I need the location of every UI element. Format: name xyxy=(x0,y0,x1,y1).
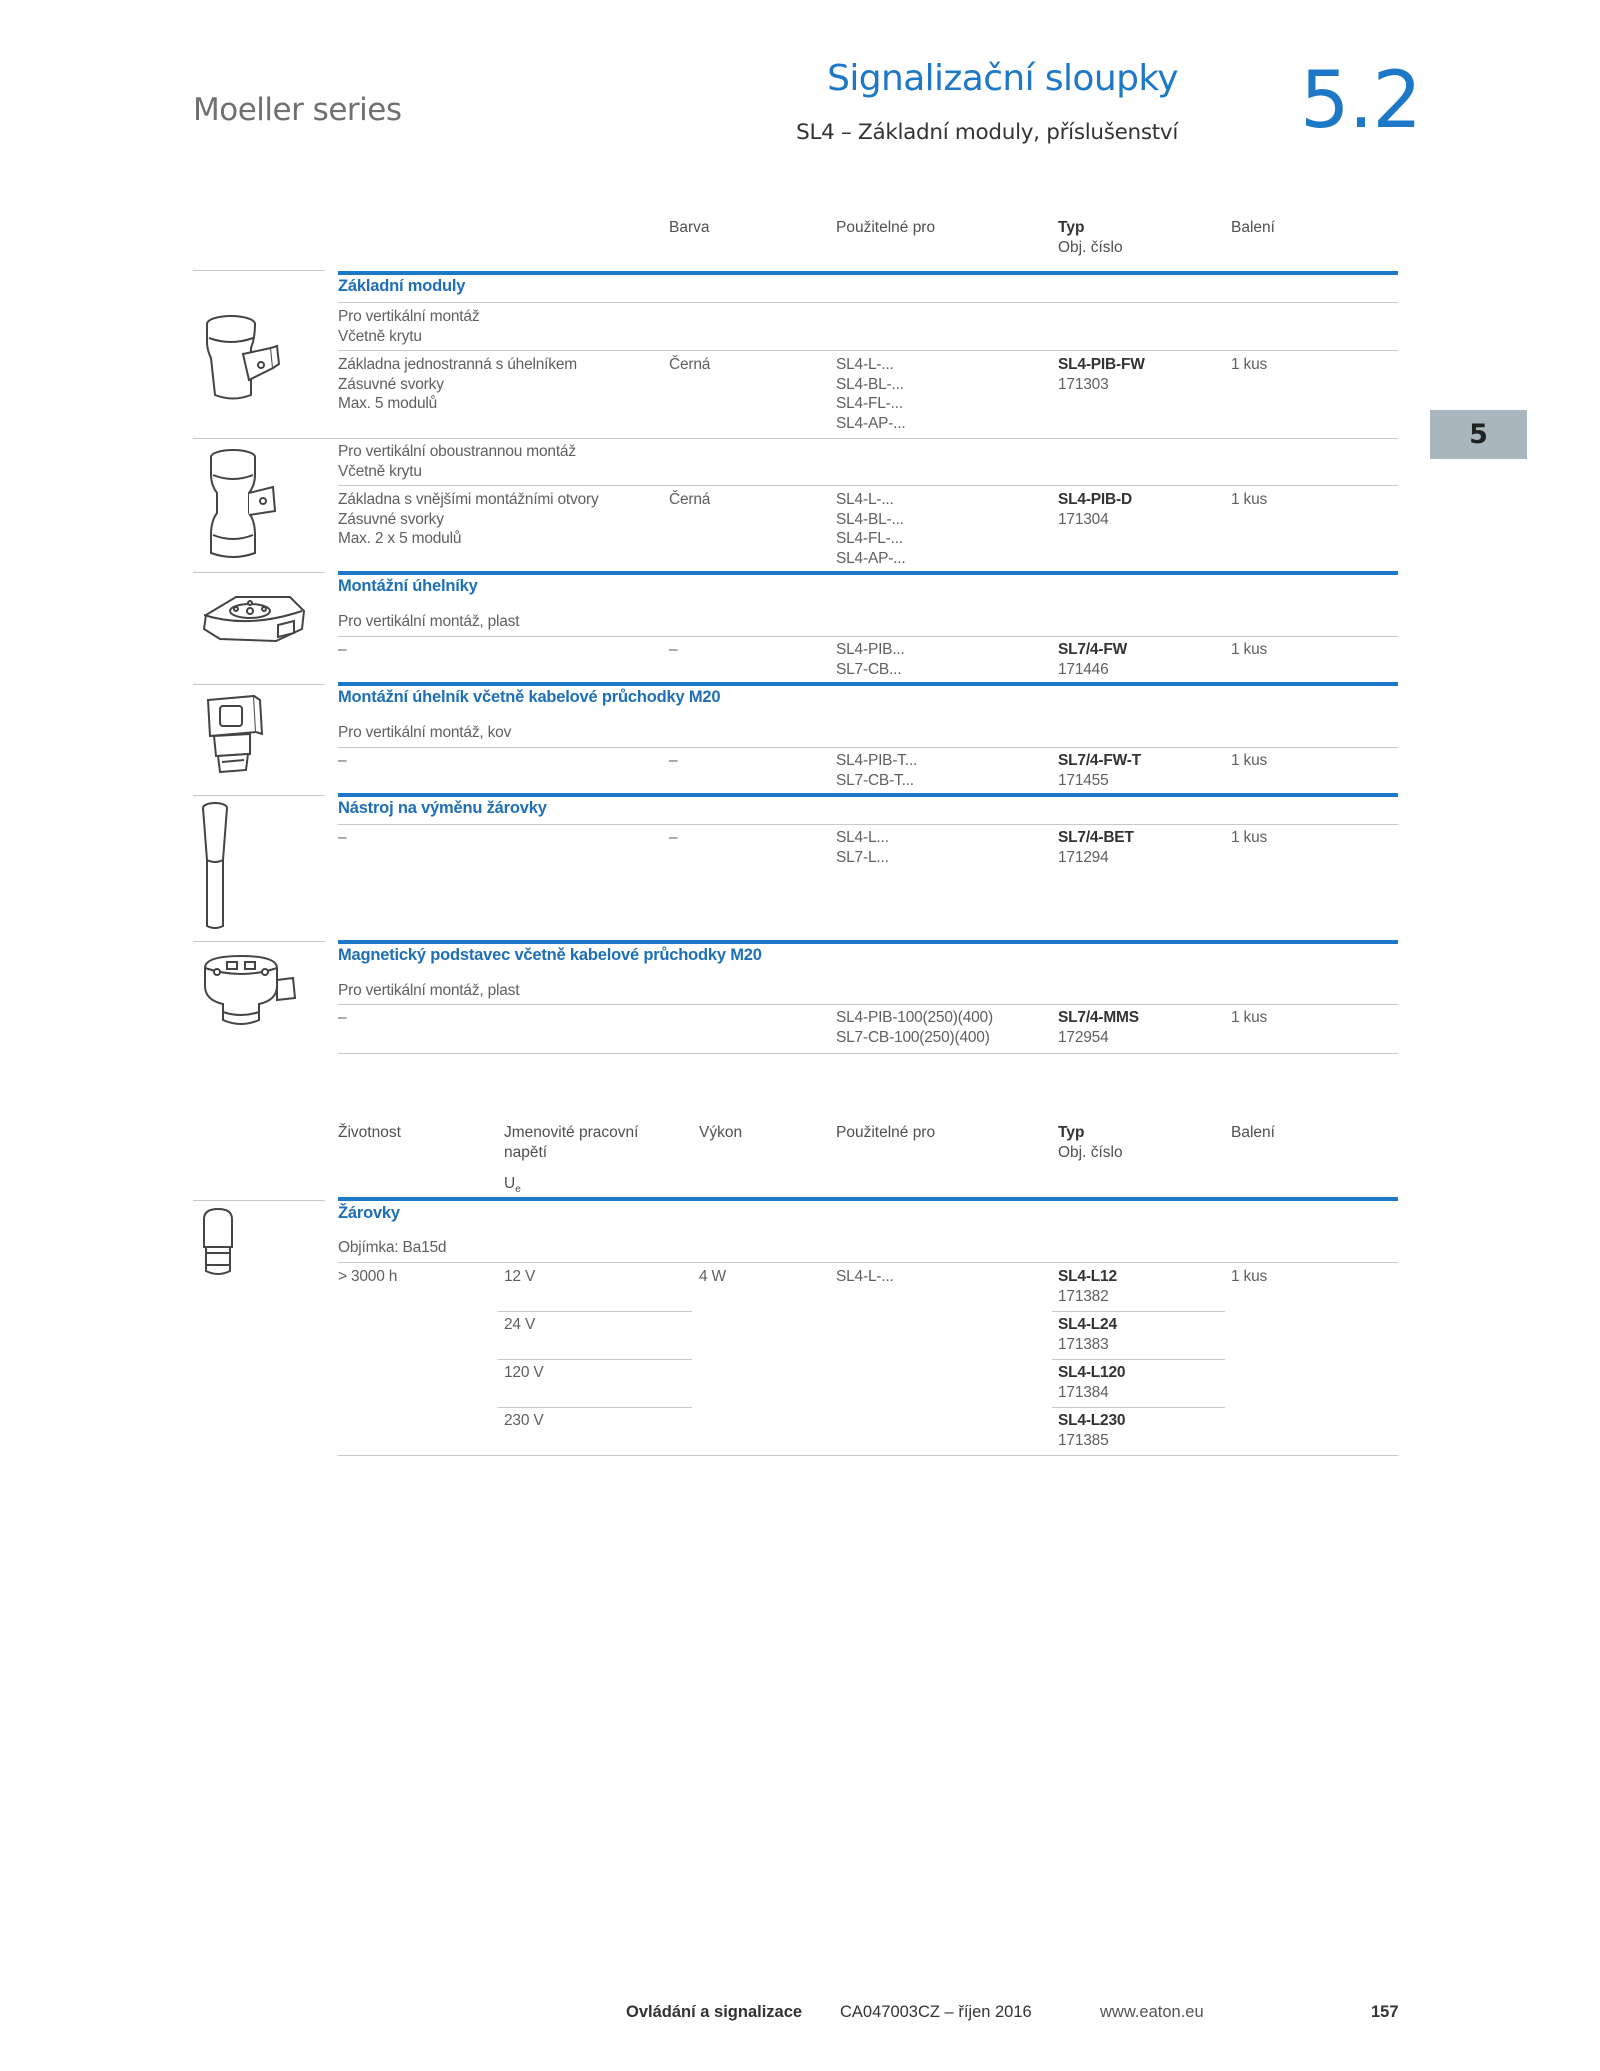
section-rule xyxy=(338,571,1398,575)
bulb-voltage: 120 V xyxy=(504,1364,544,1381)
section-rule xyxy=(338,1197,1398,1201)
col-typ: Typ xyxy=(1058,219,1085,236)
bracket-gland-icon xyxy=(198,692,268,780)
page-title: Signalizační sloupky xyxy=(827,58,1178,99)
row-divider xyxy=(498,1311,692,1312)
packaging: 1 kus xyxy=(1231,1268,1268,1285)
compatible-with: SL4-L-... xyxy=(836,1268,894,1285)
section-title: Montážní úhelník včetně kabelové průchodky M20 xyxy=(338,688,721,706)
product-type: SL4-L230 xyxy=(1058,1412,1126,1429)
bulb-voltage: 230 V xyxy=(504,1412,544,1429)
row-note: Pro vertikální montáž Včetně krytu xyxy=(338,308,480,345)
row-note: Objímka: Ba15d xyxy=(338,1239,447,1256)
row-divider xyxy=(498,1407,692,1408)
product-type: SL7/4-FW-T xyxy=(1058,752,1141,769)
chapter-tab[interactable]: 5 xyxy=(1430,410,1527,459)
packaging: 1 kus xyxy=(1231,641,1268,658)
compatible-with: SL4-PIB-100(250)(400) SL7-CB-100(250)(400) xyxy=(836,1009,993,1046)
order-number: 171304 xyxy=(1058,511,1109,528)
row-note: Pro vertikální montáž, kov xyxy=(338,724,512,741)
row-divider xyxy=(338,485,1398,486)
compatible-with: SL4-L... SL7-L... xyxy=(836,829,889,866)
order-number: 171383 xyxy=(1058,1336,1109,1353)
row-divider xyxy=(498,1359,692,1360)
bulb-power: 4 W xyxy=(699,1268,726,1285)
row-divider xyxy=(193,438,1398,439)
col-barva: Barva xyxy=(669,219,710,236)
row-note: Pro vertikální montáž, plast xyxy=(338,613,520,630)
product-description: – xyxy=(338,829,347,846)
col-ue: $U_e$ xyxy=(504,1175,521,1196)
footer-website[interactable]: www.eaton.eu xyxy=(1100,2003,1204,2021)
product-description: Základna s vnějšími montážními otvory Zásuvné svorky Max. 2 x 5 modulů xyxy=(338,491,599,547)
bulb-tool-icon xyxy=(195,800,235,932)
product-color: – xyxy=(669,641,678,658)
product-type: SL4-PIB-FW xyxy=(1058,356,1145,373)
magnetic-base-icon xyxy=(193,950,303,1030)
row-divider xyxy=(1052,1311,1225,1312)
order-number: 171446 xyxy=(1058,661,1109,678)
product-description: – xyxy=(338,752,347,769)
order-number: 172954 xyxy=(1058,1029,1109,1046)
col-obj: Obj. číslo xyxy=(1058,1144,1123,1161)
product-description: – xyxy=(338,1009,347,1026)
bulb-life: > 3000 h xyxy=(338,1268,398,1285)
packaging: 1 kus xyxy=(1231,1009,1268,1026)
image-divider xyxy=(193,1200,325,1201)
row-note: Pro vertikální oboustrannou montáž Včetně krytu xyxy=(338,443,576,480)
section-title: Montážní úhelníky xyxy=(338,577,478,595)
product-color: – xyxy=(669,829,678,846)
col-napeti: Jmenovité pracovní napětí xyxy=(504,1124,639,1161)
image-divider xyxy=(193,684,325,685)
col-typ: Typ xyxy=(1058,1124,1085,1141)
image-divider xyxy=(193,795,325,796)
brand-name: Moeller series xyxy=(193,92,402,128)
bulb-icon xyxy=(198,1205,238,1280)
compatible-with: SL4-PIB-T... SL7-CB-T... xyxy=(836,752,918,789)
footer-catalog: CA047003CZ – říjen 2016 xyxy=(840,2003,1032,2021)
row-divider xyxy=(338,350,1398,351)
col-baleni: Balení xyxy=(1231,219,1275,236)
product-type: SL4-L12 xyxy=(1058,1268,1117,1285)
product-type: SL4-L120 xyxy=(1058,1364,1126,1381)
section-title: Základní moduly xyxy=(338,277,466,295)
packaging: 1 kus xyxy=(1231,491,1268,508)
row-divider xyxy=(1052,1407,1225,1408)
row-divider xyxy=(338,636,1398,637)
row-note: Pro vertikální montáž, plast xyxy=(338,982,520,999)
row-divider xyxy=(338,1004,1398,1005)
compatible-with: SL4-L-... SL4-BL-... SL4-FL-... SL4-AP-... xyxy=(836,491,906,567)
order-number: 171303 xyxy=(1058,376,1109,393)
packaging: 1 kus xyxy=(1231,356,1268,373)
section-rule xyxy=(338,682,1398,686)
row-divider xyxy=(338,1262,1398,1263)
row-divider xyxy=(338,824,1398,825)
section-number: 5.2 xyxy=(1300,56,1422,146)
base-double-icon xyxy=(193,445,288,565)
table-end-rule xyxy=(338,1053,1398,1054)
col-baleni: Balení xyxy=(1231,1124,1275,1141)
col-vykon: Výkon xyxy=(699,1124,743,1141)
page-subtitle: SL4 – Základní moduly, příslušenství xyxy=(796,120,1178,145)
order-number: 171294 xyxy=(1058,849,1109,866)
section-rule xyxy=(338,271,1398,275)
product-description: – xyxy=(338,641,347,658)
compatible-with: SL4-L-... SL4-BL-... SL4-FL-... SL4-AP-... xyxy=(836,356,906,432)
order-number: 171385 xyxy=(1058,1432,1109,1449)
order-number: 171384 xyxy=(1058,1384,1109,1401)
packaging: 1 kus xyxy=(1231,829,1268,846)
base-single-icon xyxy=(193,310,288,405)
product-type: SL4-L24 xyxy=(1058,1316,1117,1333)
row-divider xyxy=(338,302,1398,303)
compatible-with: SL4-PIB... SL7-CB... xyxy=(836,641,905,678)
product-color: Černá xyxy=(669,356,711,373)
row-divider xyxy=(1052,1359,1225,1360)
image-divider xyxy=(193,270,325,271)
section-title: Žárovky xyxy=(338,1204,400,1222)
section-title: Nástroj na výměnu žárovky xyxy=(338,799,547,817)
product-type: SL4-PIB-D xyxy=(1058,491,1132,508)
product-type: SL7/4-BET xyxy=(1058,829,1134,846)
section-rule xyxy=(338,940,1398,944)
page-number: 157 xyxy=(1371,2003,1399,2021)
product-color: Černá xyxy=(669,491,711,508)
product-color: – xyxy=(669,752,678,769)
image-divider xyxy=(193,941,325,942)
mounting-bracket-icon xyxy=(198,585,310,645)
row-divider xyxy=(338,747,1398,748)
section-rule xyxy=(338,793,1398,797)
bulb-voltage: 12 V xyxy=(504,1268,536,1285)
footer-section: Ovládání a signalizace xyxy=(626,2003,803,2021)
bulb-voltage: 24 V xyxy=(504,1316,536,1333)
col-zivotnost: Životnost xyxy=(338,1124,401,1141)
order-number: 171455 xyxy=(1058,772,1109,789)
col-pouzitelne: Použitelné pro xyxy=(836,1124,936,1141)
product-type: SL7/4-MMS xyxy=(1058,1009,1139,1026)
product-type: SL7/4-FW xyxy=(1058,641,1128,658)
image-divider xyxy=(193,572,325,573)
table-end-rule xyxy=(338,1455,1398,1456)
packaging: 1 kus xyxy=(1231,752,1268,769)
col-pouzitelne: Použitelné pro xyxy=(836,219,936,236)
product-description: Základna jednostranná s úhelníkem Zásuvné svorky Max. 5 modulů xyxy=(338,356,577,412)
order-number: 171382 xyxy=(1058,1288,1109,1305)
section-title: Magnetický podstavec včetně kabelové průchodky M20 xyxy=(338,946,762,964)
col-obj: Obj. číslo xyxy=(1058,239,1123,256)
